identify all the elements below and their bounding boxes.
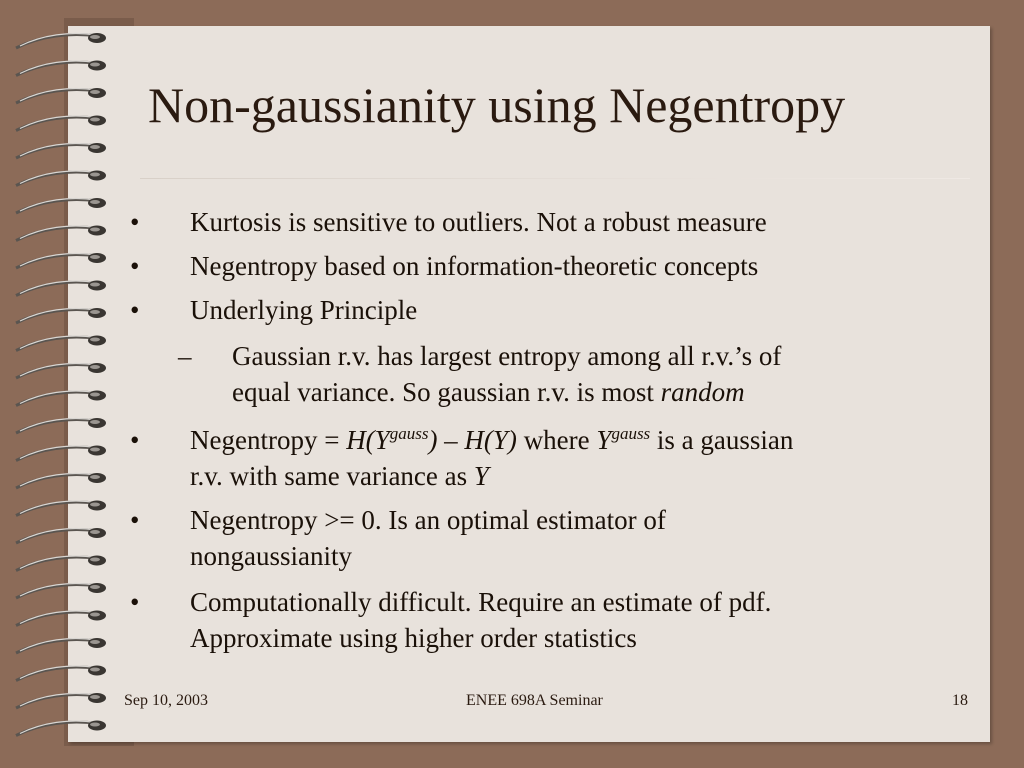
bullet-text: Negentropy based on information-theoretic concepts <box>190 251 759 281</box>
bullet-text: Negentropy >= 0. Is an optimal estimator of nongaussianity <box>190 505 666 571</box>
slide-title: Non-gaussianity using Negentropy <box>148 77 846 133</box>
bullet-symbol: • <box>130 505 140 535</box>
negentropy-formula-text: Negentropy = $H(Y^{gauss}) - H(Y)$ where $Y^{gauss}$ is a gaussian r.v. with same variance as Y <box>190 424 794 491</box>
sub-bullet-symbol: – <box>178 341 192 371</box>
footer-page-number: 18 <box>952 692 968 709</box>
bullet-text: Kurtosis is sensitive to outliers. Not a robust measure <box>190 207 767 237</box>
footer-date: Sep 10, 2003 <box>124 692 208 709</box>
sub-bullet-text: Gaussian r.v. has largest entropy among all r.v.’s of equal variance. So gaussian r.v. is most random <box>232 341 782 407</box>
footer-center-text: ENEE 698A Seminar <box>466 692 603 709</box>
bullet-symbol: • <box>130 251 140 281</box>
title-divider <box>140 178 970 179</box>
bullet-text: Computationally difficult. Require an estimate of pdf. Approximate using higher order statistics <box>190 587 772 653</box>
bullet-text: Underlying Principle <box>190 295 418 325</box>
bullet-symbol: • <box>130 425 140 455</box>
bullet-symbol: • <box>130 295 140 325</box>
bullet-symbol: • <box>130 207 140 237</box>
bullet-symbol: • <box>130 587 140 617</box>
